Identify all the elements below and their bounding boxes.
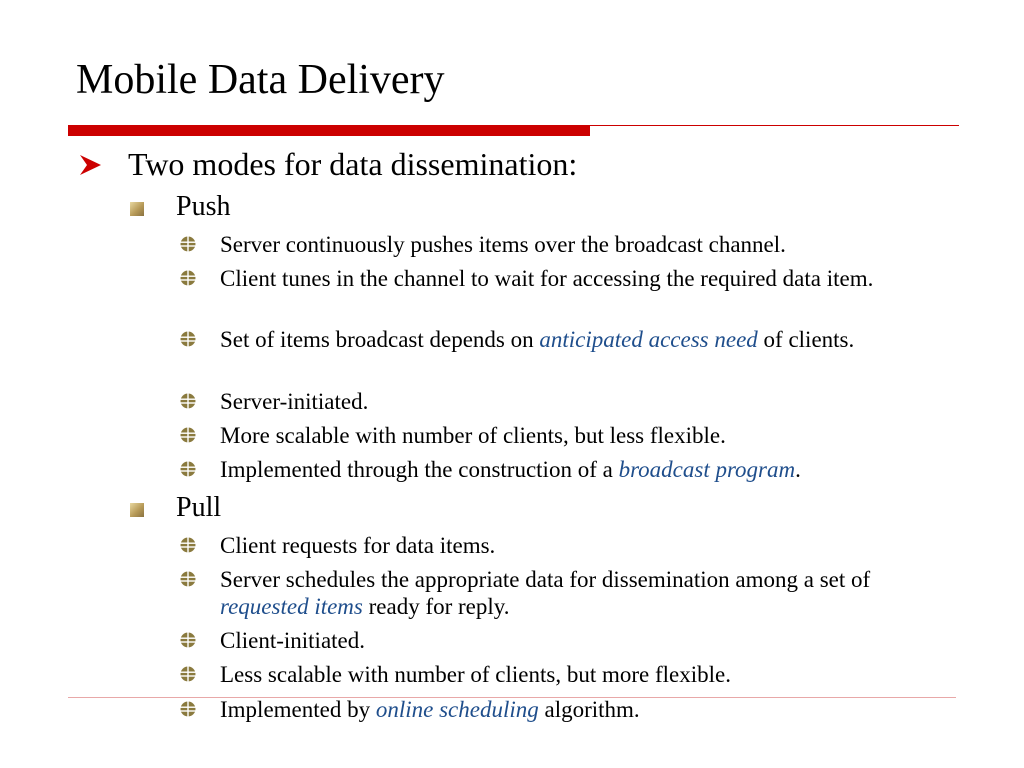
round-bullet-icon bbox=[180, 666, 196, 682]
list-item-text: Less scalable with number of clients, but more flexible. bbox=[220, 662, 731, 687]
main-bullet-text: Two modes for data dissemination: bbox=[128, 146, 578, 182]
list-item-text: Client requests for data items. bbox=[220, 533, 496, 558]
round-bullet-icon bbox=[180, 270, 196, 286]
slide-title: Mobile Data Delivery bbox=[76, 57, 445, 103]
list-item-text: Server continuously pushes items over the broadcast channel. bbox=[220, 232, 786, 257]
round-bullet-icon bbox=[180, 701, 196, 717]
title-underline-thick bbox=[68, 125, 590, 136]
square-bullet-icon bbox=[130, 503, 144, 517]
round-bullet-icon bbox=[180, 393, 196, 409]
list-item-text: Server-initiated. bbox=[220, 389, 369, 414]
round-bullet-icon bbox=[180, 427, 196, 443]
list-item-text: More scalable with number of clients, but less flexible. bbox=[220, 423, 726, 448]
round-bullet-icon bbox=[180, 461, 196, 477]
emphasis-text: broadcast program bbox=[618, 457, 796, 482]
round-bullet-icon bbox=[180, 571, 196, 587]
title-underline-thin bbox=[590, 125, 959, 126]
round-bullet-icon bbox=[180, 537, 196, 553]
round-bullet-icon bbox=[180, 236, 196, 252]
emphasis-text: anticipated access need bbox=[539, 327, 758, 352]
list-item-text: Client-initiated. bbox=[220, 628, 365, 653]
arrowhead-bullet-icon bbox=[78, 152, 104, 178]
round-bullet-icon bbox=[180, 632, 196, 648]
list-item-text: Implemented by online scheduling algorithm. bbox=[220, 697, 640, 722]
emphasis-text: online scheduling bbox=[375, 697, 539, 722]
pull-label: Pull bbox=[176, 492, 222, 523]
push-label: Push bbox=[176, 191, 231, 222]
list-item-text: Set of items broadcast depends on anticipated access need of clients. bbox=[220, 327, 855, 352]
emphasis-text: requested items bbox=[220, 594, 363, 619]
list-item-text: Client tunes in the channel to wait for accessing the required data item. bbox=[220, 266, 874, 291]
round-bullet-icon bbox=[180, 331, 196, 347]
list-item-text: Server schedules the appropriate data for dissemination among a set of requested items ready for reply. bbox=[220, 567, 871, 619]
list-item-text: Implemented through the construction of a broadcast program. bbox=[220, 457, 801, 482]
square-bullet-icon bbox=[130, 202, 144, 216]
